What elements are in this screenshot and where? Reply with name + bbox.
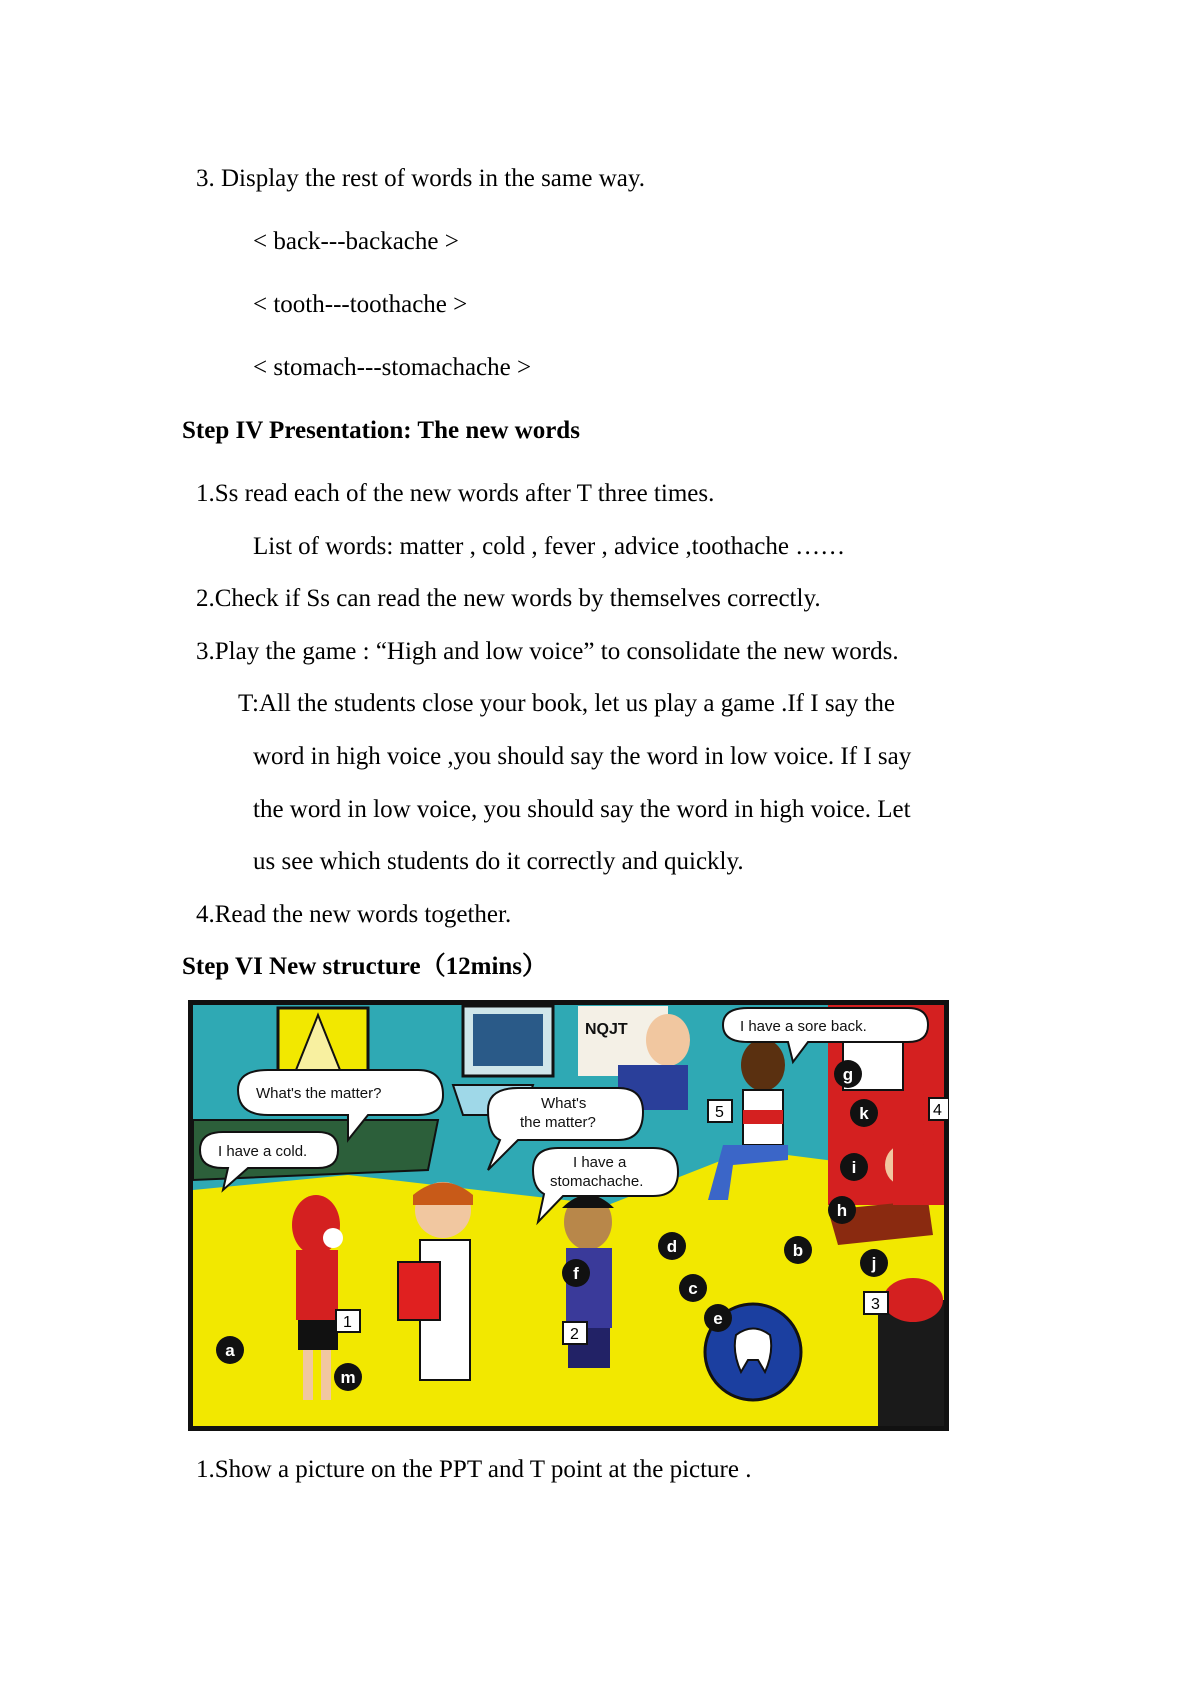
- heading-step-iv: Step IV Presentation: The new words: [182, 417, 580, 444]
- marker-c: c: [688, 1279, 698, 1298]
- marker-f: f: [573, 1264, 579, 1283]
- tag-5: 5: [715, 1104, 724, 1121]
- tag-3: 3: [871, 1296, 880, 1313]
- line-teacher-instruction-3: the word in low voice, you should say the word in high voice. Let: [253, 796, 911, 823]
- line-read-together: 4.Read the new words together.: [196, 901, 512, 928]
- marker-g: g: [842, 1065, 854, 1084]
- marker-e: e: [713, 1309, 723, 1328]
- marker-m: m: [340, 1368, 356, 1387]
- line-list-of-words: List of words: matter , cold , fever , advice ,toothache ……: [253, 533, 846, 560]
- tag-2: 2: [570, 1326, 579, 1343]
- heading-step-vi: Step VI New structure（12mins）: [182, 953, 548, 980]
- bubble1-text: What's the matter?: [256, 1085, 382, 1102]
- marker-i: i: [851, 1158, 857, 1177]
- bubble3-line2: the matter?: [520, 1114, 596, 1131]
- line-back-backache: < back---backache >: [253, 228, 459, 255]
- line-teacher-instruction-2: word in high voice ,you should say the word in low voice. If I say: [253, 743, 912, 770]
- marker-b: b: [792, 1241, 804, 1260]
- line-teacher-instruction-1: T:All the students close your book, let us play a game .If I say the: [238, 690, 895, 717]
- bubble4-line1: I have a: [573, 1154, 627, 1171]
- bubble3-line1: What's: [541, 1095, 587, 1112]
- clinic-cartoon-picture: [188, 1000, 949, 1431]
- marker-a: a: [225, 1341, 235, 1360]
- eye-chart-letters: NQJT: [585, 1021, 628, 1038]
- bubble5-text: I have a sore back.: [740, 1018, 867, 1035]
- bubble2-text: I have a cold.: [218, 1143, 308, 1160]
- line-show-picture: 1.Show a picture on the PPT and T point at the picture .: [196, 1456, 752, 1483]
- bubble4-line2: stomachache.: [550, 1173, 644, 1190]
- line-tooth-toothache: < tooth---toothache >: [253, 291, 468, 318]
- line-play-game: 3.Play the game : “High and low voice” to consolidate the new words.: [196, 638, 899, 665]
- line-stomach-stomachache: < stomach---stomachache >: [253, 354, 532, 381]
- marker-k: k: [859, 1104, 869, 1123]
- line-teacher-instruction-4: us see which students do it correctly and quickly.: [253, 848, 744, 875]
- marker-d: d: [666, 1237, 678, 1256]
- marker-h: h: [836, 1201, 848, 1220]
- line-ss-read: 1.Ss read each of the new words after T three times.: [196, 480, 715, 507]
- tag-4: 4: [933, 1102, 942, 1119]
- tag-1: 1: [343, 1314, 352, 1331]
- line-check: 2.Check if Ss can read the new words by themselves correctly.: [196, 585, 821, 612]
- marker-j: j: [871, 1254, 877, 1273]
- line-display-rest: 3. Display the rest of words in the same way.: [196, 165, 645, 192]
